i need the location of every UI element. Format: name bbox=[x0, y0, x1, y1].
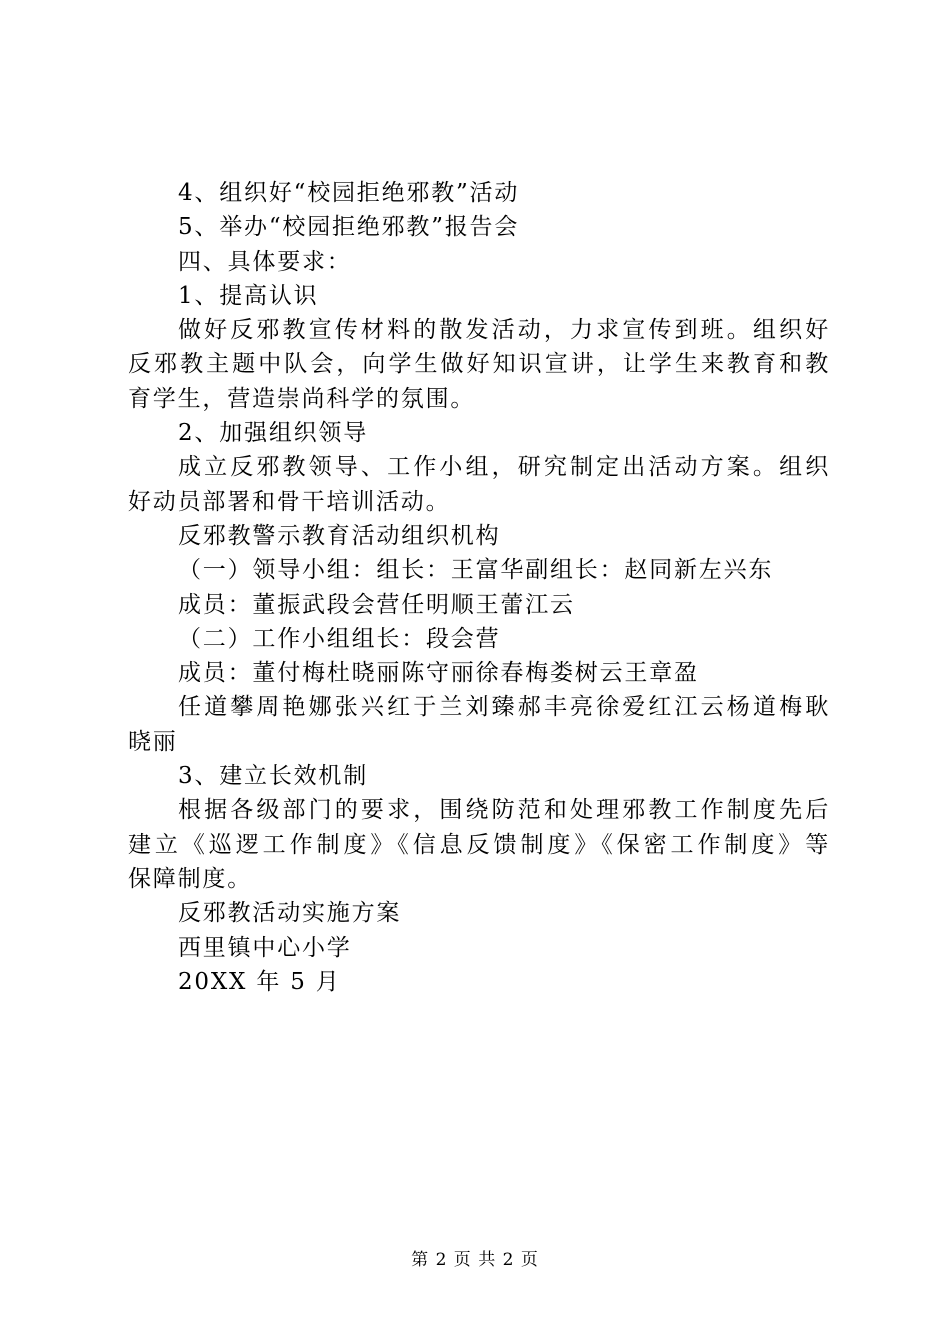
document-title-line: 反邪教活动实施方案 bbox=[178, 900, 402, 927]
subheading-mechanism: 3、建立长效机制 bbox=[178, 763, 369, 790]
paragraph-line: 根据各级部门的要求，围绕防范和处理邪教工作制度先后 bbox=[178, 797, 830, 824]
list-item-5: 5、举办“校园拒绝邪教”报告会 bbox=[178, 214, 520, 241]
subheading-awareness: 1、提高认识 bbox=[178, 282, 319, 309]
work-members-line: 任道攀周艳娜张兴红于兰刘臻郝丰亮徐爱红江云杨道梅耿 bbox=[178, 694, 830, 721]
paragraph-line: 育学生，营造崇尚科学的氛围。 bbox=[128, 385, 476, 412]
date-line: 20XX 年 5 月 bbox=[178, 968, 341, 995]
work-members-line: 成员：董付梅杜晓丽陈守丽徐春梅娄树云王章盈 bbox=[178, 660, 699, 687]
subheading-leadership: 2、加强组织领导 bbox=[178, 420, 369, 447]
work-group-line: （二）工作小组组长：段会营 bbox=[178, 625, 501, 652]
leadership-members-line: 成员：董振武段会营任明顺王蕾江云 bbox=[178, 591, 575, 618]
page-number-footer: 第 2 页 共 2 页 bbox=[411, 1250, 539, 1270]
paragraph-line: 做好反邪教宣传材料的散发活动，力求宣传到班。组织好 bbox=[178, 317, 830, 344]
section-heading-requirements: 四、具体要求： bbox=[178, 248, 352, 275]
paragraph-line: 反邪教主题中队会，向学生做好知识宣讲，让学生来教育和教 bbox=[128, 351, 830, 378]
paragraph-line: 好动员部署和骨干培训活动。 bbox=[128, 488, 451, 515]
paragraph-line: 建立《巡逻工作制度》《信息反馈制度》《保密工作制度》等 bbox=[128, 831, 830, 858]
document-body bbox=[128, 176, 830, 999]
leadership-group-line: （一）领导小组：组长：王富华副组长：赵同新左兴东 bbox=[178, 557, 774, 584]
paragraph-line: 保障制度。 bbox=[128, 865, 252, 892]
work-members-line: 晓丽 bbox=[128, 728, 178, 755]
school-name-line: 西里镇中心小学 bbox=[178, 934, 352, 961]
organization-heading: 反邪教警示教育活动组织机构 bbox=[178, 522, 501, 549]
paragraph-line: 成立反邪教领导、工作小组，研究制定出活动方案。组织 bbox=[178, 454, 830, 481]
list-item-4: 4、组织好“校园拒绝邪教”活动 bbox=[178, 180, 520, 206]
